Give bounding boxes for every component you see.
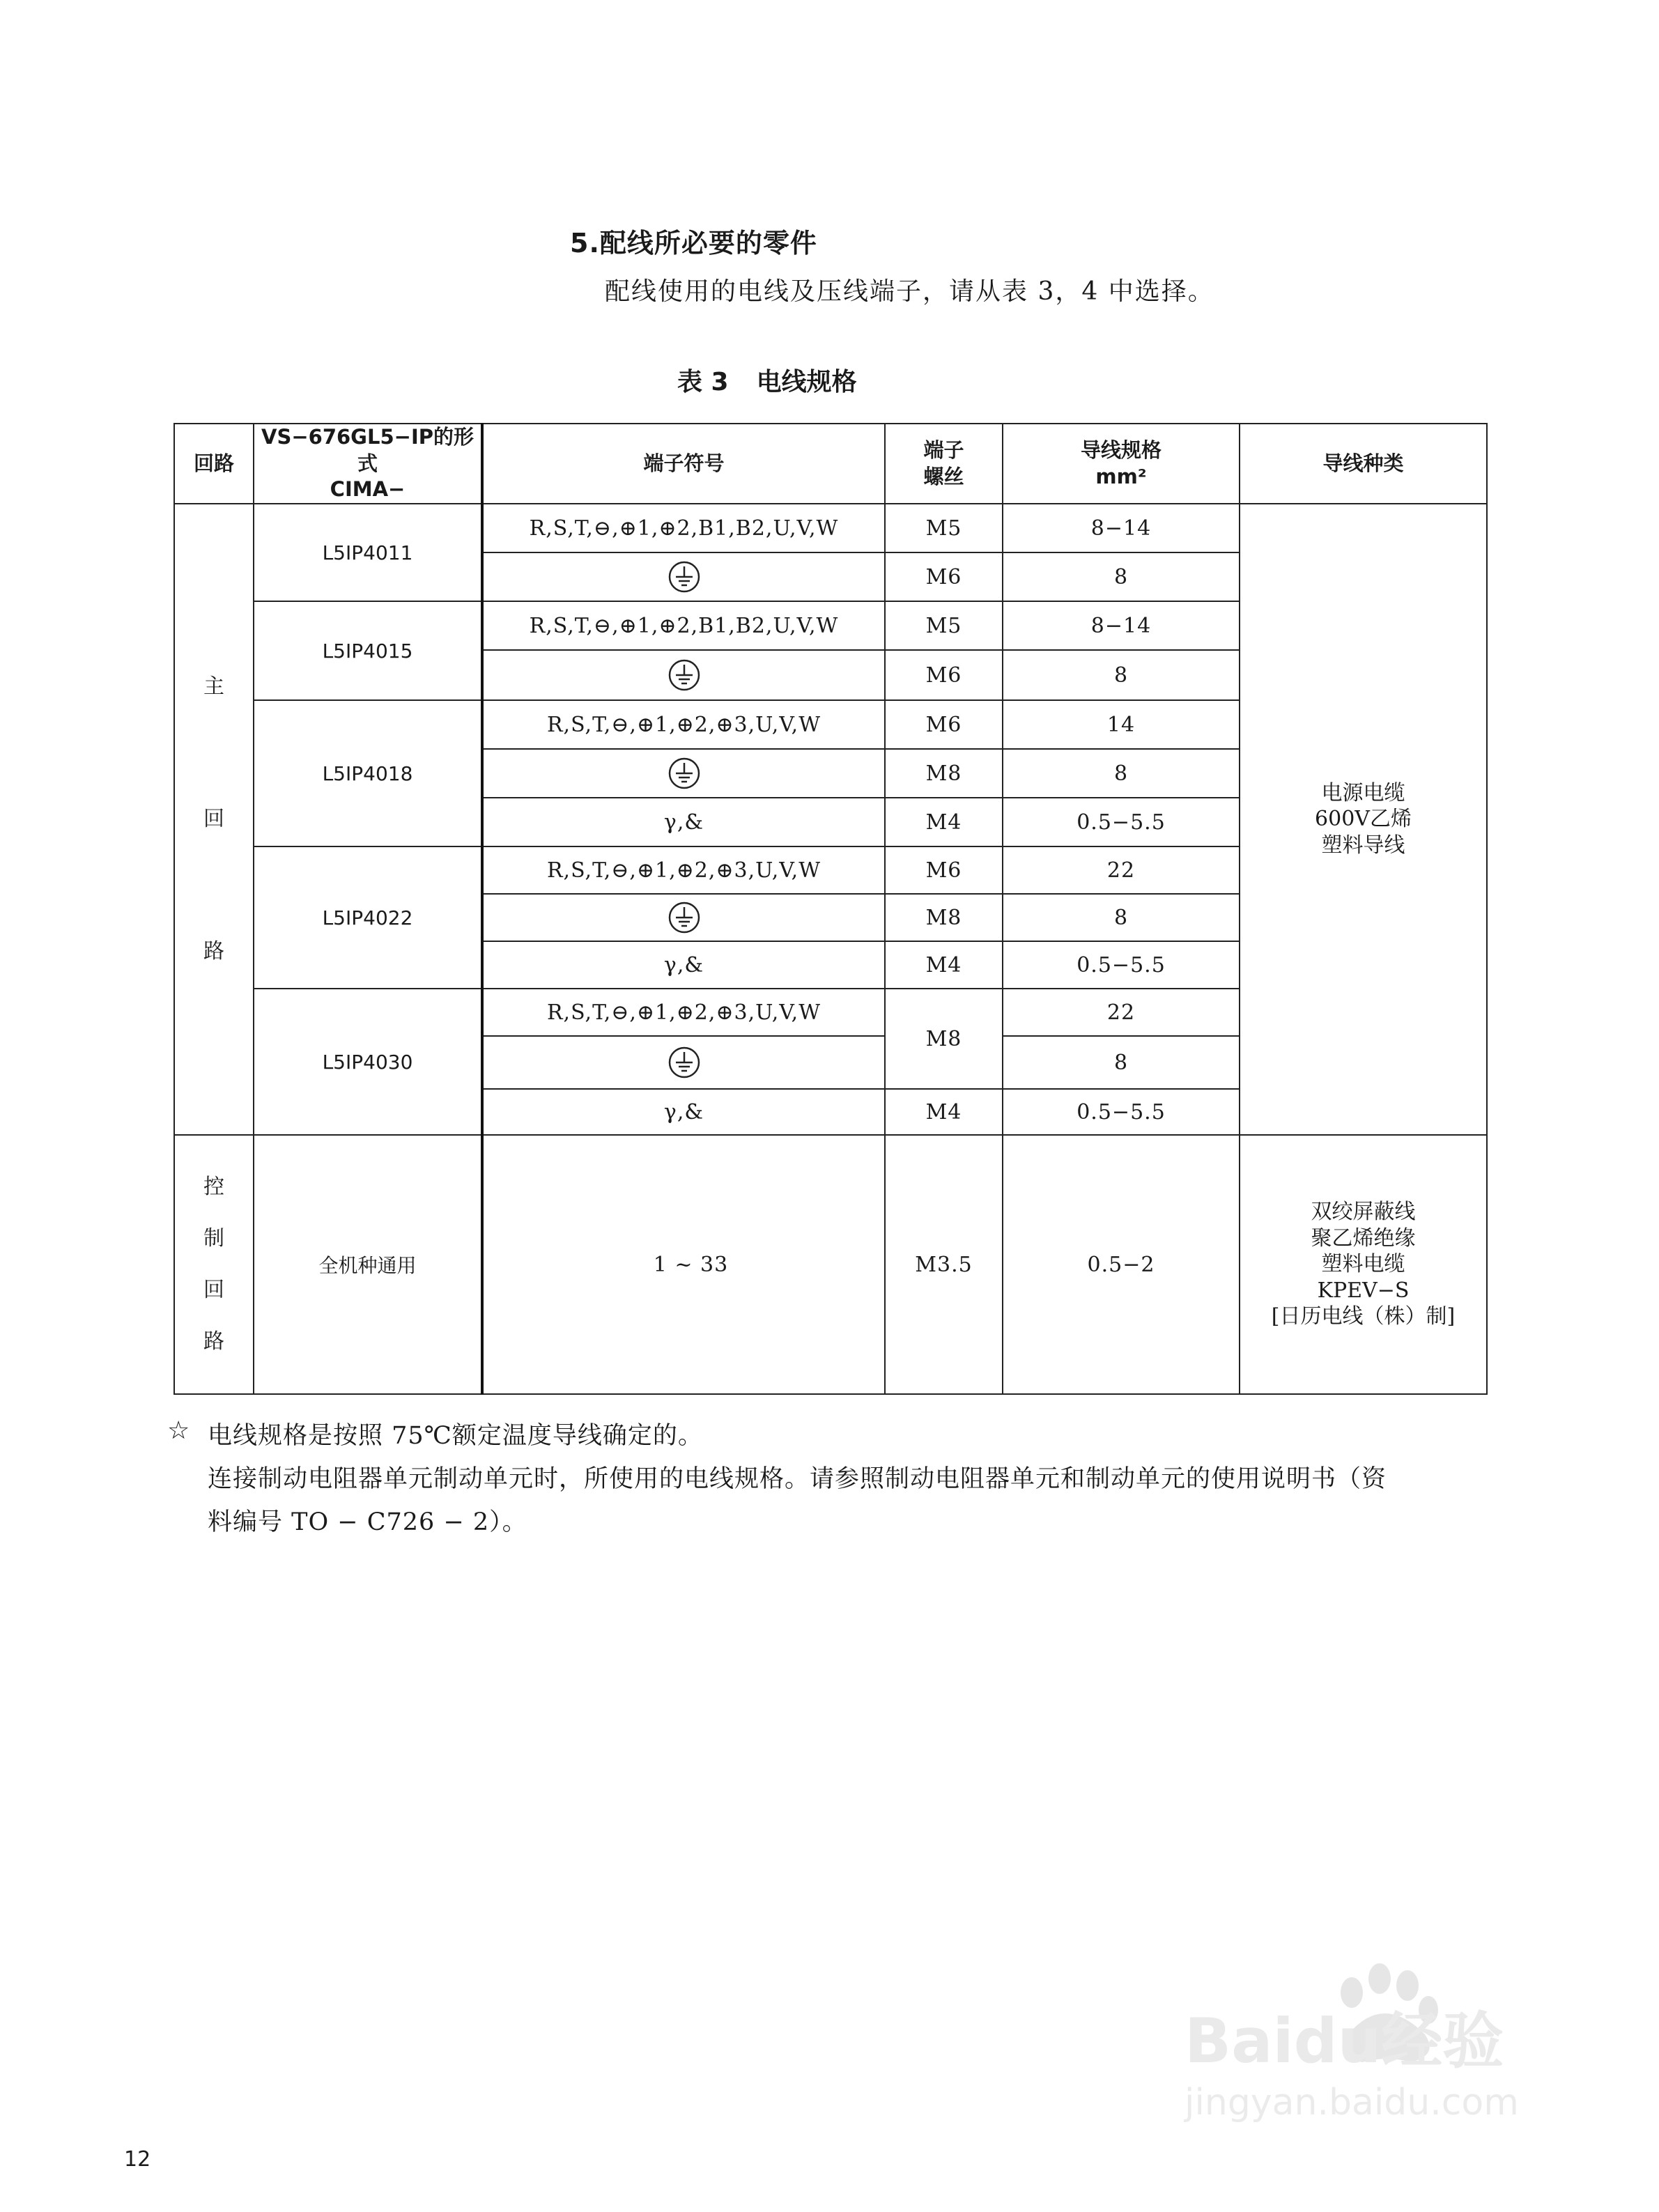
header-wire-spec-line1: 导线规格 xyxy=(1080,438,1162,462)
spec-cell: 0.5−5.5 xyxy=(1003,1089,1240,1135)
screw-cell: M3.5 xyxy=(885,1135,1003,1394)
terminal-symbol-cell: R,S,T,⊖,⊕1,⊕2,B1,B2,U,V,W xyxy=(482,504,885,552)
main-circuit-char: 路 xyxy=(203,939,224,964)
spec-cell: 22 xyxy=(1003,989,1240,1036)
main-circuit-char: 主 xyxy=(203,674,224,699)
wire-type-line: 双绞屏蔽线 xyxy=(1311,1200,1416,1225)
note-line-3: 料编号 TO − C726 − 2）。 xyxy=(208,1508,527,1536)
screw-cell: M5 xyxy=(885,504,1003,552)
header-screw-line1: 端子 xyxy=(923,438,964,462)
spec-cell: 0.5−5.5 xyxy=(1003,941,1240,989)
terminal-symbol-cell: R,S,T,⊖,⊕1,⊕2,B1,B2,U,V,W xyxy=(482,601,885,650)
screw-cell: M8 xyxy=(885,749,1003,798)
terminal-symbol-cell: R,S,T,⊖,⊕1,⊕2,⊕3,U,V,W xyxy=(482,989,885,1036)
terminal-symbol-cell: R,S,T,⊖,⊕1,⊕2,⊕3,U,V,W xyxy=(482,700,885,749)
ground-icon xyxy=(668,560,701,594)
spec-cell: 8−14 xyxy=(1003,601,1240,650)
wire-type-line: KPEV−S xyxy=(1317,1278,1410,1303)
wire-spec-table xyxy=(173,423,1488,1395)
model-cell: L5IP4030 xyxy=(254,989,482,1135)
screw-cell: M5 xyxy=(885,601,1003,650)
header-model-line1: VS−676GL5−IP的形式 xyxy=(261,425,474,475)
screw-cell: M8 xyxy=(885,894,1003,941)
model-cell: 全机种通用 xyxy=(254,1135,482,1394)
wire-type-line: 塑料电缆 xyxy=(1321,1252,1405,1277)
terminal-symbol-cell: 1 ~ 33 xyxy=(482,1135,885,1394)
header-wire-type: 导线种类 xyxy=(1240,424,1487,504)
terminal-symbol-cell xyxy=(482,1036,885,1089)
terminal-symbol-cell xyxy=(482,749,885,798)
table-caption xyxy=(677,362,857,398)
header-terminal-screw xyxy=(885,424,1003,504)
spec-cell: 8−14 xyxy=(1003,504,1240,552)
model-cell: L5IP4018 xyxy=(254,700,482,846)
terminal-symbol-cell xyxy=(482,650,885,700)
header-wire-spec xyxy=(1003,424,1240,504)
control-circuit-char: 控 xyxy=(203,1175,224,1200)
spec-cell: 8 xyxy=(1003,1036,1240,1089)
table-row xyxy=(174,504,1487,552)
terminal-symbol-cell: γ,& xyxy=(482,941,885,989)
control-circuit-char: 回 xyxy=(203,1278,224,1303)
main-wire-type xyxy=(1240,504,1487,1135)
spec-cell: 0.5−5.5 xyxy=(1003,798,1240,846)
screw-cell: M4 xyxy=(885,941,1003,989)
header-terminal-symbol: 端子符号 xyxy=(482,424,885,504)
terminal-symbol-cell: γ,& xyxy=(482,1089,885,1135)
spec-cell: 0.5−2 xyxy=(1003,1135,1240,1394)
main-circuit-char: 回 xyxy=(203,807,224,832)
wire-type-line: 塑料导线 xyxy=(1321,833,1405,858)
note-line-1: 电线规格是按照 75℃额定温度导线确定的。 xyxy=(208,1422,703,1450)
terminal-symbol-cell xyxy=(482,552,885,601)
star-icon: ☆ xyxy=(167,1416,190,1445)
spec-cell: 8 xyxy=(1003,552,1240,601)
intro-text: 配线使用的电线及压线端子，请从表 3，4 中选择。 xyxy=(605,277,1214,306)
wire-type-line: 聚乙烯绝缘 xyxy=(1311,1225,1416,1251)
control-wire-type xyxy=(1240,1135,1487,1394)
table-caption-label: 表 3 xyxy=(677,368,729,396)
spec-cell: 8 xyxy=(1003,650,1240,700)
screw-cell: M6 xyxy=(885,700,1003,749)
model-cell: L5IP4015 xyxy=(254,601,482,700)
model-cell: L5IP4011 xyxy=(254,504,482,601)
control-circuit-char: 路 xyxy=(203,1329,224,1354)
screw-cell: M6 xyxy=(885,650,1003,700)
ground-icon xyxy=(668,1046,701,1079)
ground-icon xyxy=(668,658,701,692)
ground-icon xyxy=(668,901,701,934)
screw-cell: M4 xyxy=(885,798,1003,846)
header-wire-spec-unit: mm² xyxy=(1095,464,1147,488)
spec-cell: 8 xyxy=(1003,749,1240,798)
spec-cell: 8 xyxy=(1003,894,1240,941)
section-heading: 5.配线所必要的零件 xyxy=(570,228,817,258)
main-circuit-label xyxy=(174,504,254,1135)
model-cell: L5IP4022 xyxy=(254,846,482,989)
header-model xyxy=(254,424,482,504)
screw-cell: M6 xyxy=(885,846,1003,894)
screw-cell: M4 xyxy=(885,1089,1003,1135)
terminal-symbol-cell xyxy=(482,894,885,941)
note-line-2: 连接制动电阻器单元制动单元时，所使用的电线规格。请参照制动电阻器单元和制动单元的使用说明书（资 xyxy=(208,1465,1387,1493)
terminal-symbol-cell: R,S,T,⊖,⊕1,⊕2,⊕3,U,V,W xyxy=(482,846,885,894)
header-screw-line2: 螺丝 xyxy=(923,464,964,488)
terminal-symbol-cell: γ,& xyxy=(482,798,885,846)
spec-cell: 14 xyxy=(1003,700,1240,749)
control-circuit-label xyxy=(174,1135,254,1394)
baidu-watermark xyxy=(1178,1944,1568,2125)
watermark-url: jingyan.baidu.com xyxy=(1185,2082,1519,2124)
wire-type-line: 电源电缆 xyxy=(1321,780,1405,805)
page-number: 12 xyxy=(124,2147,151,2172)
control-circuit-char: 制 xyxy=(203,1226,224,1251)
wire-type-line: 600V乙烯 xyxy=(1315,807,1412,832)
wire-type-line: [日历电线（株）制] xyxy=(1271,1304,1456,1329)
header-circuit: 回路 xyxy=(174,424,254,504)
spec-cell: 22 xyxy=(1003,846,1240,894)
header-model-line2: CIMA− xyxy=(330,477,406,502)
table-header-row xyxy=(174,424,1487,504)
table-row xyxy=(174,1135,1487,1394)
table-caption-title: 电线规格 xyxy=(756,368,857,396)
watermark-logo: Baidu经验 xyxy=(1185,2005,1504,2077)
screw-cell: M8 xyxy=(885,989,1003,1089)
ground-icon xyxy=(668,757,701,790)
screw-cell: M6 xyxy=(885,552,1003,601)
